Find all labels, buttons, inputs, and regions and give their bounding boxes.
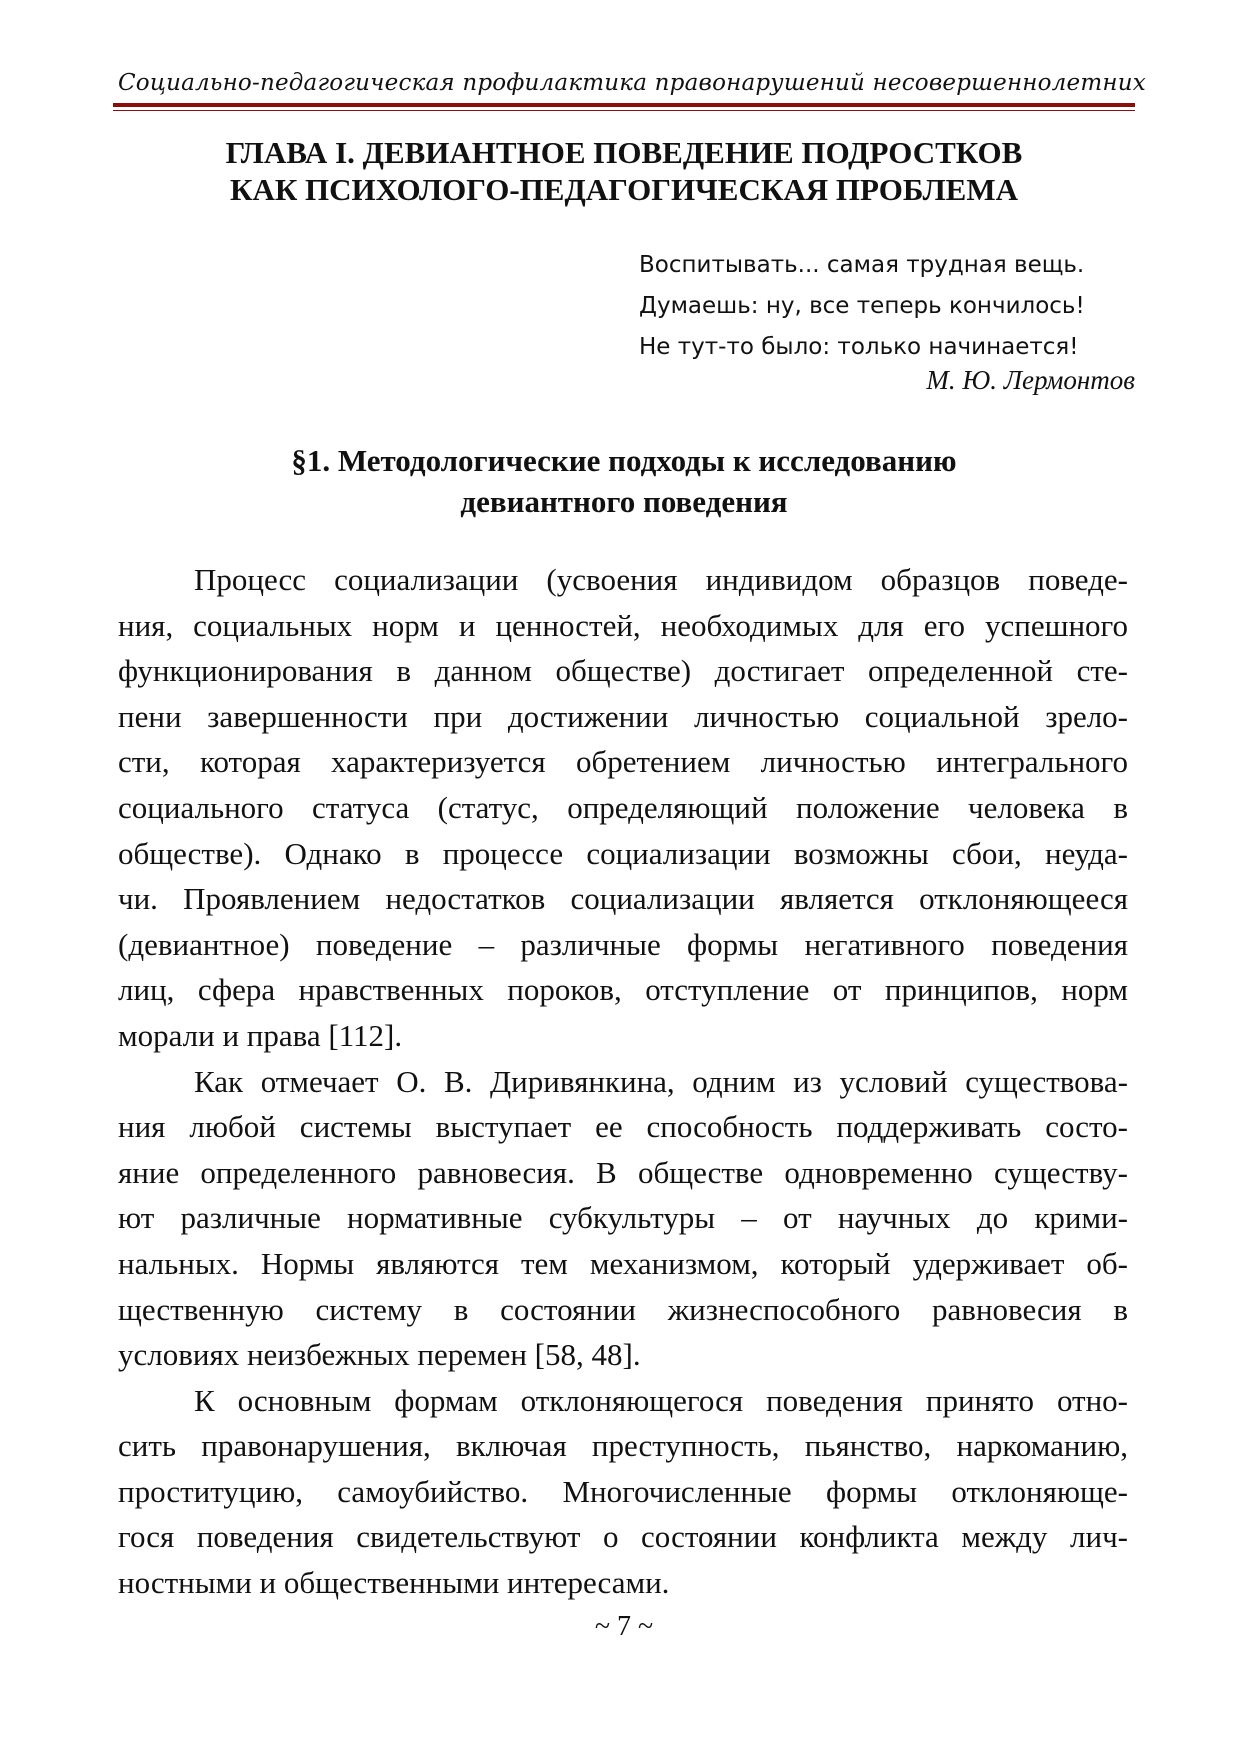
text-line: ностными и общественными интересами. bbox=[118, 1565, 670, 1601]
text-line: К основным формам отклоняющегося поведения принято отно- bbox=[194, 1382, 1128, 1418]
text-line: обществе). Однако в процессе социализации возможны сбои, неуда- bbox=[118, 835, 1128, 871]
text-line: социального статуса (статус, определяющий положение человека в bbox=[118, 789, 1128, 825]
text-line: нальных. Нормы являются тем механизмом, который удерживает об- bbox=[118, 1245, 1128, 1281]
section-title-line: девиантного поведения bbox=[460, 484, 788, 519]
text-line: лиц, сфера нравственных пороков, отступление от принципов, норм bbox=[118, 972, 1128, 1008]
text-line: морали и права [112]. bbox=[118, 1017, 403, 1053]
text-line: чи. Проявлением недостатков социализации является отклоняющееся bbox=[118, 881, 1128, 917]
text-line: ния любой системы выступает ее способность поддерживать состо- bbox=[118, 1109, 1128, 1145]
paragraph bbox=[118, 1378, 1128, 1606]
text-line: (девиантное) поведение – различные формы негативного поведения bbox=[118, 926, 1128, 962]
paragraph bbox=[118, 1059, 1128, 1378]
text-line: условиях неизбежных перемен [58, 48]. bbox=[118, 1337, 641, 1373]
text-line: щественную систему в состоянии жизнеспособного равновесия в bbox=[118, 1291, 1128, 1327]
chapter-title bbox=[113, 134, 1135, 208]
chapter-title-line: КАК ПСИХОЛОГО-ПЕДАГОГИЧЕСКАЯ ПРОБЛЕМА bbox=[229, 172, 1019, 207]
text-line: Как отмечает О. В. Диривянкина, одним из условий существова- bbox=[194, 1063, 1128, 1099]
epigraph-line: Воспитывать... самая трудная вещь. bbox=[639, 252, 1085, 278]
chapter-title-line: ГЛАВА I. ДЕВИАНТНОЕ ПОВЕДЕНИЕ ПОДРОСТКОВ bbox=[225, 135, 1023, 170]
running-head: Социально-педагогическая профилактика правонарушений несовершеннолетних bbox=[118, 70, 1146, 96]
paragraph bbox=[118, 557, 1128, 1059]
page-number: ~ 7 ~ bbox=[594, 1611, 654, 1642]
header-rule-thin bbox=[113, 110, 1135, 111]
header-rule-thick bbox=[113, 103, 1135, 107]
text-line: проституцию, самоубийство. Многочисленные формы отклоняюще- bbox=[118, 1473, 1128, 1509]
text-line: пени завершенности при достижении личностью социальной зрело- bbox=[118, 698, 1128, 734]
text-line: сти, которая характеризуется обретением личностью интегрального bbox=[118, 744, 1128, 780]
text-line: сить правонарушения, включая преступность, пьянство, наркоманию, bbox=[118, 1428, 1128, 1464]
epigraph-author: М. Ю. Лермонтов bbox=[926, 365, 1135, 395]
epigraph-line: Не тут-то было: только начинается! bbox=[639, 334, 1079, 360]
text-line: ют различные нормативные субкультуры – от научных до крими- bbox=[118, 1200, 1128, 1236]
text-line: гося поведения свидетельствуют о состоянии конфликта между лич- bbox=[118, 1519, 1128, 1555]
text-line: функционирования в данном обществе) достигает определенной сте- bbox=[118, 653, 1128, 689]
text-line: Процесс социализации (усвоения индивидом образцов поведе- bbox=[194, 562, 1128, 597]
text-line: яние определенного равновесия. В обществе одновременно существу- bbox=[118, 1154, 1128, 1190]
epigraph-line: Думаешь: ну, все теперь кончилось! bbox=[639, 293, 1085, 319]
section-title-line: §1. Методологические подходы к исследованию bbox=[291, 443, 957, 478]
epigraph bbox=[639, 245, 1139, 368]
body-text bbox=[118, 557, 1128, 1606]
section-title bbox=[113, 440, 1135, 522]
text-line: ния, социальных норм и ценностей, необходимых для его успешного bbox=[118, 607, 1128, 643]
